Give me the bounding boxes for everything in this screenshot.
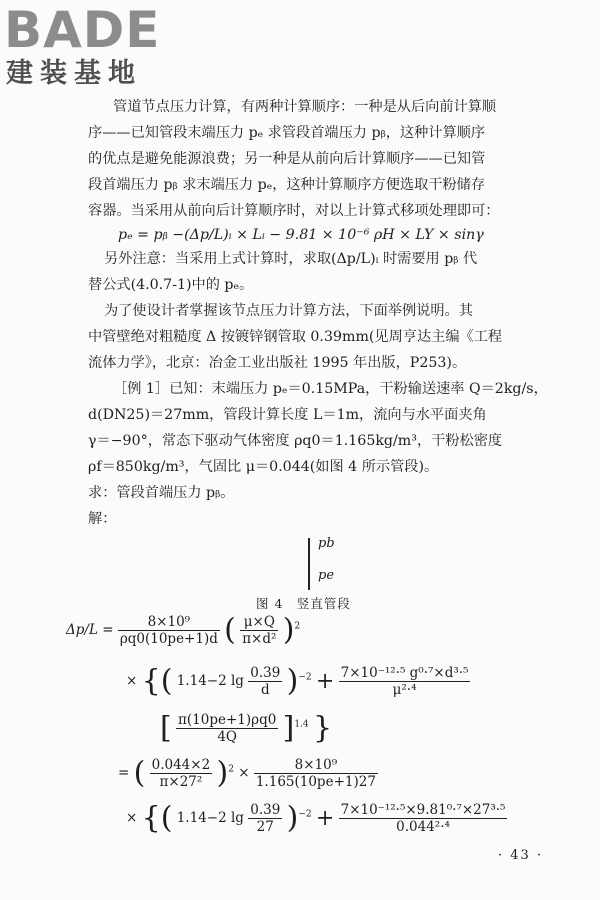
example-line-1: ［例 1］已知：末端压力 pₑ＝0.15MPa，干粉输送速率 Q＝2kg/s， (113, 381, 548, 397)
eq-fraction-9: $\frac{\text{7×10⁻¹²·⁵×9.81⁰·⁷×27³·⁵}}{\text{0.044²·⁴}}$ (340, 802, 506, 835)
page-number: · 43 · (498, 848, 544, 863)
equation-line-4: = ( $\frac{0.044\times 2}{\text{π×27²}}$ )$^2$ × $\frac{\text{8×10⁹}}{1.165(10pe+1)27}$ (118, 755, 376, 791)
solution-label: 解： (88, 511, 117, 527)
eq-fraction-2: $\frac{\mu\times Q}{\text{π×d²}}$ (242, 614, 277, 647)
eq-fraction-3: $\frac{0.39}{d}$ (250, 665, 281, 698)
example-line-3: γ＝−90°，常态下驱动气体密度 ρq0＝1.165kg/m³，干粉松密度 (88, 433, 503, 449)
equation-line-1: Δp/L = $\frac{\text{8×10⁹}}{\rho q0(10pe+1)d}$ ( $\frac{\mu\times Q}{\text{π×d²}}$ )$^2$ (66, 612, 301, 648)
vertical-pipe-figure (0, 530, 600, 610)
example-line-2: d(DN25)＝27mm，管段计算长度 L＝1m，流向与水平面夹角 (88, 407, 487, 423)
eq-fraction-7: $\frac{\text{8×10⁹}}{1.165(10pe+1)27}$ (255, 757, 376, 790)
example-line-4: ρf＝850kg/m³，气固比 μ＝0.044(如图 4 所示管段)。 (88, 459, 439, 475)
logo-subtitle: 建装基地 (6, 58, 142, 89)
text-line-2: 序——已知管段末端压力 pₑ 求管段首端压力 pᵦ，这种计算顺序 (88, 125, 486, 141)
text-line-5: 容器。当采用从前向后计算顺序时，对以上计算式移项处理即可： (88, 203, 500, 219)
label-pb: pb (318, 536, 335, 551)
bade-logo (4, 2, 184, 90)
figure-caption: 图 4 竖直管段 (256, 596, 351, 611)
text-line-7: 替公式(4.0.7-1)中的 pₑ。 (88, 277, 254, 293)
text-line-3: 的优点是避免能源浪费；另一种是从前向后计算顺序——已知管 (88, 151, 486, 167)
equation-line-5: × {( 1.14−2 lg $\frac{0.39}{27}$ )$^{-2}$ + $\frac{\text{7×10⁻¹²·⁵×9.81⁰·⁷×27³·⁵}}{\text{0.044²·⁴}}$ (126, 800, 506, 836)
text-line-4: 段首端压力 pᵦ 求末端压力 pₑ，这种计算顺序方便选取干粉储存 (88, 177, 486, 193)
text-line-10: 流体力学》，北京：冶金工业出版社 1995 年出版，P253)。 (88, 355, 467, 371)
eq-lhs: Δp/L = (66, 622, 114, 638)
eq-fraction-4: $\frac{\text{7×10⁻¹²·⁵ g⁰·⁷×d³·⁵}}{\text{μ²·⁴}}$ (340, 665, 469, 698)
text-line-1: 管道节点压力计算，有两种计算顺序：一种是从后向前计算顺 (113, 99, 497, 115)
question-line: 求：管段首端压力 pᵦ。 (88, 485, 235, 501)
eq-fraction-6: $\frac{0.044\times 2}{\text{π×27²}}$ (151, 757, 211, 790)
text-line-8: 为了使设计者掌握该节点压力计算方法，下面举例说明。其 (104, 303, 473, 319)
pipe-line (308, 538, 310, 590)
text-line-6: 另外注意：当采用上式计算时，求取(Δp/L)ᵢ 时需要用 pᵦ 代 (104, 251, 478, 267)
logo-wordmark: BADE (4, 1, 161, 59)
formula-pe: pₑ = pᵦ −(Δp/L)ᵢ × Lᵢ − 9.81 × 10⁻⁶ ρH × LY × sinγ (118, 227, 484, 243)
text-line-9: 中管壁绝对粗糙度 Δ 按镀锌钢管取 0.39mm(见周亨达主编《工程 (88, 329, 503, 345)
equation-line-2: × {( 1.14−2 lg $\frac{0.39}{d}$ )$^{-2}$ + $\frac{\text{7×10⁻¹²·⁵ g⁰·⁷×d³·⁵}}{\text{μ²·⁴}}$ (126, 663, 469, 699)
eq-fraction-1: $\frac{\text{8×10⁹}}{\rho q0(10pe+1)d}$ (119, 614, 218, 647)
label-pe: pe (318, 568, 335, 583)
eq-fraction-5: $\frac{\pi(10pe+1)\rho q0}{4Q}$ (178, 712, 277, 745)
equation-line-3: [ $\frac{\pi(10pe+1)\rho q0}{4Q}$ ]$^{1.4}$ } (160, 710, 333, 746)
eq-fraction-8: $\frac{0.39}{27}$ (250, 802, 281, 835)
